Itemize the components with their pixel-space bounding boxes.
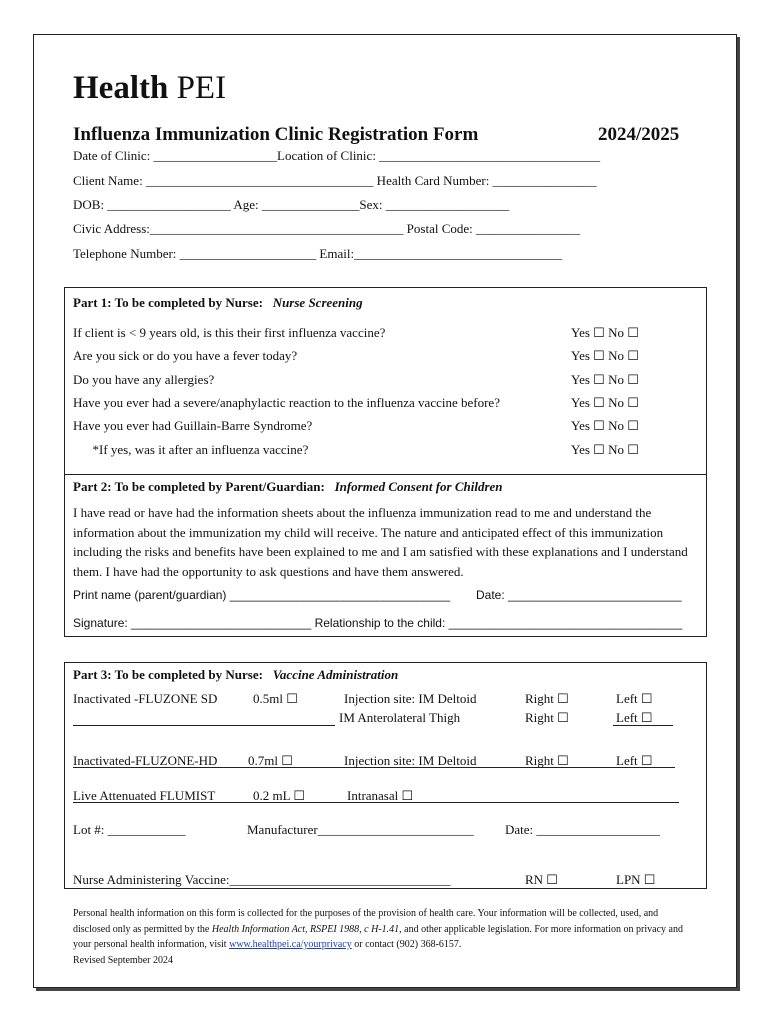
right-checkbox[interactable]: Right ☐ [525,691,569,706]
administration-date-field[interactable]: Date: ___________________ [505,822,660,837]
yes-no-checkboxes[interactable]: Yes ☐ No ☐ [571,372,639,387]
flumist-label: Live Attenuated FLUMIST [73,788,216,803]
fluzone-sd-checkbox[interactable]: 0.5ml ☐ [253,691,298,706]
lot-number-field[interactable]: Lot #: ____________ [73,822,186,837]
fluzone-sd-label: Inactivated -FLUZONE SD [73,691,218,706]
nurse-name-field[interactable]: Nurse Administering Vaccine:__________________________________ [73,872,451,887]
season-year: 2024/2025 [598,124,680,145]
revised-date: Revised September 2024 [73,954,173,966]
left-checkbox[interactable]: Left ☐ [616,710,653,725]
divider [64,474,707,475]
yes-no-checkboxes[interactable]: Yes ☐ No ☐ [571,418,639,433]
rn-checkbox[interactable]: RN ☐ [525,872,558,887]
left-checkbox[interactable]: Left ☐ [616,753,653,768]
signature-field[interactable]: Signature: ___________________________ Relationship to the child: ___________________________________ [73,616,683,630]
right-checkbox[interactable]: Right ☐ [525,753,569,768]
question-2: Are you sick or do you have a fever today? [73,348,298,363]
yes-no-checkboxes[interactable]: Yes ☐ No ☐ [571,348,639,363]
privacy-link[interactable]: www.healthpei.ca/yourprivacy [229,939,352,950]
civic-address-field[interactable]: Civic Address:_______________________________________ Postal Code: ________________ [73,221,580,236]
underline [613,725,673,726]
part1-header: Part 1: To be completed by Nurse: Nurse Screening [73,295,363,310]
question-4: Have you ever had a severe/anaphylactic reaction to the influenza vaccine before? [73,395,500,410]
question-1: If client is < 9 years old, is this their first influenza vaccine? [73,325,386,340]
part3-header: Part 3: To be completed by Nurse: Vaccine Administration [73,667,399,682]
consent-date-field[interactable]: Date: __________________________ [476,588,682,602]
yes-no-checkboxes[interactable]: Yes ☐ No ☐ [571,325,639,340]
dob-age-sex-field[interactable]: DOB: ___________________ Age: _______________Sex: ___________________ [73,197,510,212]
underline [73,725,335,726]
form-title: Influenza Immunization Clinic Registration Form [73,124,479,145]
question-5: Have you ever had Guillain-Barre Syndrome? [73,418,313,433]
fluzone-hd-checkbox[interactable]: 0.7ml ☐ [248,753,293,768]
injection-site-label: Injection site: IM Deltoid [344,753,477,768]
flumist-checkbox[interactable]: 0.2 mL ☐ [253,788,305,803]
thigh-site-label: IM Anterolateral Thigh [339,710,461,725]
yes-no-checkboxes[interactable]: Yes ☐ No ☐ [571,442,639,457]
intranasal-checkbox[interactable]: Intranasal ☐ [347,788,414,803]
lpn-checkbox[interactable]: LPN ☐ [616,872,656,887]
print-name-field[interactable]: Print name (parent/guardian) _________________________________ [73,588,450,602]
question-6: *If yes, was it after an influenza vaccine? [73,442,309,457]
part2-header: Part 2: To be completed by Parent/Guardian: Informed Consent for Children [73,479,503,494]
client-name-field[interactable]: Client Name: ___________________________________ Health Card Number: ________________ [73,173,597,188]
question-3: Do you have any allergies? [73,372,215,387]
manufacturer-field[interactable]: Manufacturer________________________ [247,822,474,837]
privacy-notice: Personal health information on this form is collected for the purposes of the provision of health care. Your information will be collected, used, and disclosed only as permitted by the Health Information Act, RSPEI 1988, c H-1.41, and other applicable legislation. For more information on privacy and your personal health information, visit www.healthpei.ca/yourprivacy or contact (902) 368-6157. Revised September 2024 [73,908,683,966]
date-of-clinic-field[interactable]: Date of Clinic: ___________________Location of Clinic: __________________________________ [73,148,601,163]
underline [73,767,675,768]
underline [73,802,679,803]
fluzone-hd-label: Inactivated-FLUZONE-HD [73,753,218,768]
consent-text: I have read or have had the information sheets about the influenza immunization read to me and understand the information about the immunization my child will receive. The nature and anticipated effect of this immunization including the risks and benefits have been explained to me and I am satisfied with these explanations and I understand them. I have had the opportunity to ask questions and have them answered. [73,505,688,579]
brand-logo-text: Health PEI [73,70,227,106]
right-checkbox[interactable]: Right ☐ [525,710,569,725]
injection-site-label: Injection site: IM Deltoid [344,691,477,706]
telephone-email-field[interactable]: Telephone Number: _____________________ Email:________________________________ [73,246,563,261]
yes-no-checkboxes[interactable]: Yes ☐ No ☐ [571,395,639,410]
left-checkbox[interactable]: Left ☐ [616,691,653,706]
